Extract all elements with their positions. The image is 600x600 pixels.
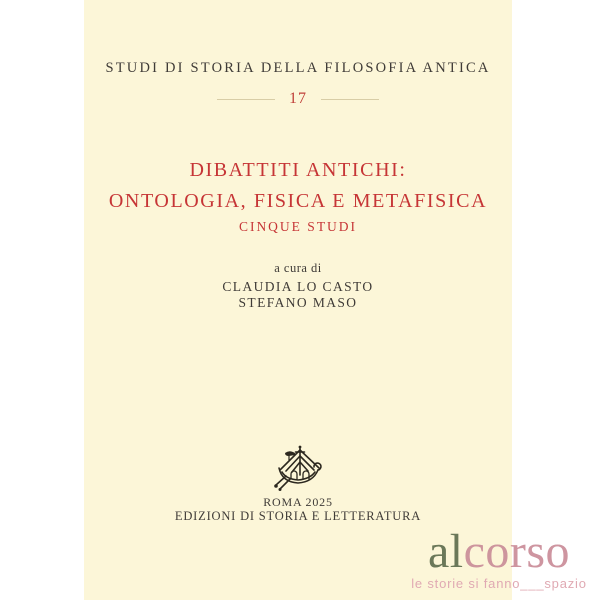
series-number-rule-left bbox=[217, 99, 275, 100]
alcorso-logo-corso: corso bbox=[463, 525, 571, 578]
boat-with-bird-emblem-icon bbox=[273, 443, 323, 491]
book-title-line-2: ONTOLOGIA, FISICA E METAFISICA bbox=[108, 190, 488, 212]
publisher-name: EDIZIONI DI STORIA E LETTERATURA bbox=[174, 509, 422, 523]
alcorso-logo-al: al bbox=[427, 525, 464, 578]
book-cover bbox=[84, 0, 587, 600]
alcorso-logo bbox=[404, 525, 594, 578]
publisher-emblem-wrap bbox=[84, 443, 512, 496]
edited-by-label: a cura di bbox=[274, 261, 322, 275]
editor-name-1: CLAUDIA LO CASTO bbox=[222, 279, 374, 294]
book-title bbox=[84, 155, 512, 217]
book-subtitle: CINQUE STUDI bbox=[238, 219, 358, 234]
alcorso-watermark bbox=[404, 525, 594, 591]
alcorso-tagline: le storie si fanno___spazio bbox=[411, 576, 587, 591]
series-title: STUDI DI STORIA DELLA FILOSOFIA ANTICA bbox=[105, 60, 491, 76]
publisher-place-year: ROMA 2025 bbox=[263, 495, 333, 509]
editor-name-2: STEFANO MASO bbox=[238, 295, 358, 310]
book-title-line-1: DIBATTITI ANTICHI: bbox=[189, 159, 407, 181]
series-number-row bbox=[84, 90, 512, 108]
series-number: 17 bbox=[289, 90, 307, 107]
series-number-rule-right bbox=[321, 99, 379, 100]
